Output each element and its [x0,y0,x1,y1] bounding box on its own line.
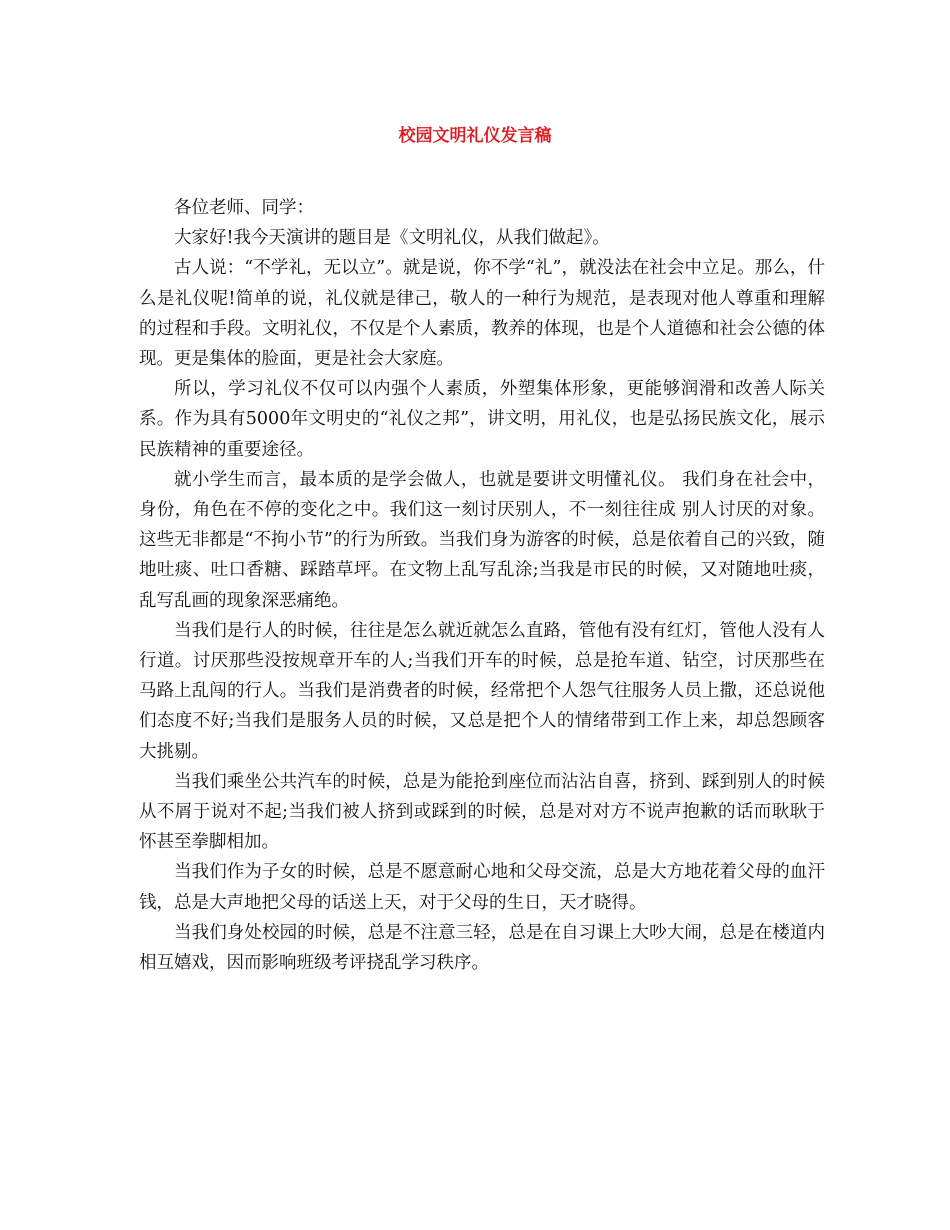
body-paragraph: 古人说：“不学礼，无以立”。就是说，你不学“礼”，就没法在社会中立足。那么，什么是礼仪呢!简单的说，礼仪就是律己，敬人的一种行为规范，是表现对他人尊重和理解的过程和手段。文明礼仪，不仅是个人素质，教养的体现，也是个人道德和社会公德的体现。更是集体的脸面，更是社会大家庭。 [139,258,825,370]
body-paragraph: 当我们作为子女的时候，总是不愿意耐心地和父母交流，总是大方地花着父母的血汗钱，总是大声地把父母的话送上天，对于父母的生日，天才晓得。 [139,862,825,913]
body-paragraph: 当我们乘坐公共汽车的时候，总是为能抢到座位而沾沾自喜，挤到、踩到别人的时候从不屑于说对不起;当我们被人挤到或踩到的时候，总是对对方不说声抱歉的话而耿耿于怀甚至拳脚相加。 [139,771,825,853]
body-paragraph: 所以，学习礼仪不仅可以内强个人素质，外塑集体形象，更能够润滑和改善人际关系。作为具有5000年文明史的“礼仪之邦”，讲文明，用礼仪，也是弘扬民族文化，展示民族精神的重要途径。 [139,379,825,460]
body-paragraph: 当我们是行人的时候，往往是怎么就近就怎么直路，管他有没有红灯，管他人没有人行道。讨厌那些没按规章开车的人;当我们开车的时候，总是抢车道、钻空，讨厌那些在马路上乱闯的行人。当我们是消费者的时候，经常把个人怨气往服务人员上撒，还总说他们态度不好;当我们是服务人员的时候，又总是把个人的情绪带到工作上来，却总怨顾客大挑剔。 [139,620,825,762]
document-title: 校园文明礼仪发言稿 [398,126,552,146]
intro-paragraph: 大家好!我今天演讲的题目是《文明礼仪，从我们做起》。 [174,228,610,249]
body-paragraph: 当我们身处校园的时候，总是不注意三轻，总是在自习课上大吵大闹，总是在楼道内相互嬉戏，因而影响班级考评挠乱学习秩序。 [139,922,825,974]
greeting-paragraph: 各位老师、同学： [174,198,314,218]
body-paragraph: 就小学生而言，最本质的是学会做人，也就是要讲文明懂礼仪。 我们身在社会中，身份，角色在不停的变化之中。我们这一刻讨厌别人，不一刻往往成 别人讨厌的对象。这些无非都是“不拘小节”的行为所致。当我们身为游客的时候，总是依着自己的兴致，随地吐痰、吐口香糖、踩踏草坪。在文物上乱写乱涂;当我是市民的时候，又对随地吐痰，乱写乱画的现象深恶痛绝。 [139,469,825,611]
document-body [139,193,825,978]
